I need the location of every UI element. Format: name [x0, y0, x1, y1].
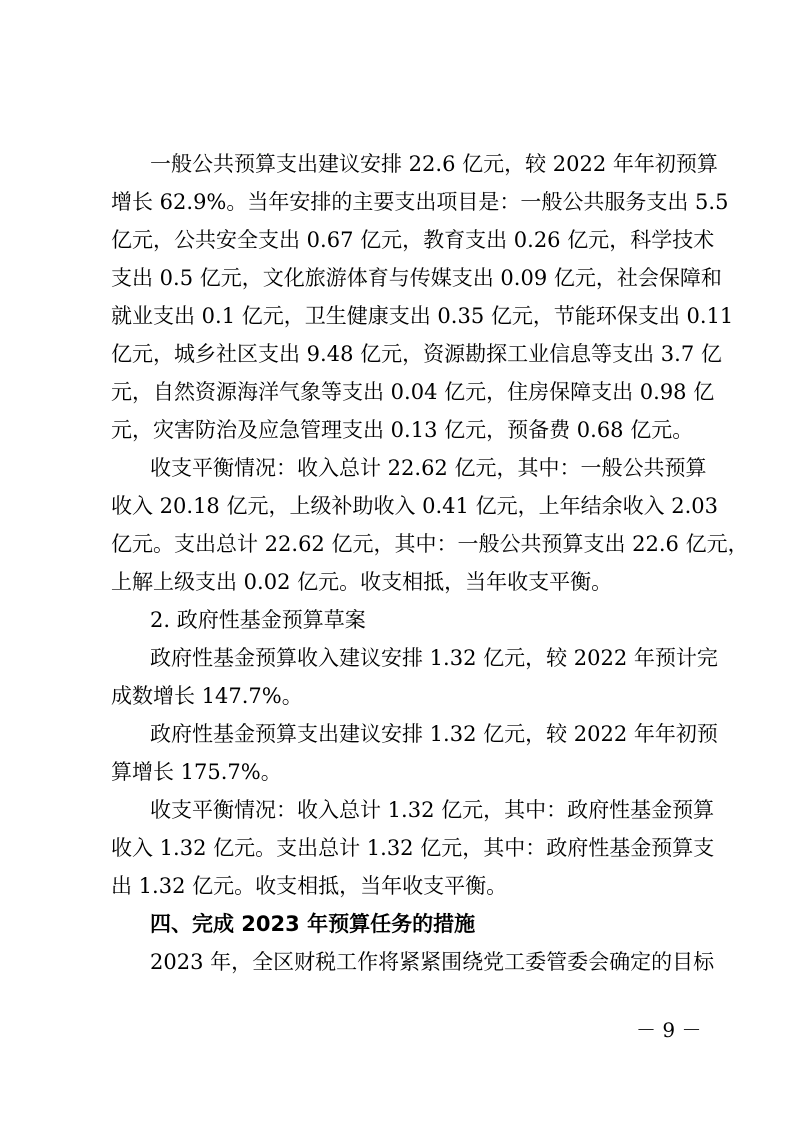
- paragraph-3-line-2: 成数增长 147.7%。: [111, 684, 303, 708]
- paragraph-1-line-6: 亿元，城乡社区支出 9.48 亿元，资源勘探工业信息等支出 3.7 亿: [111, 342, 722, 366]
- paragraph-2-line-2: 收入 20.18 亿元，上级补助收入 0.41 亿元，上年结余收入 2.03: [111, 494, 719, 518]
- paragraph-1-line-4: 支出 0.5 亿元，文化旅游体育与传媒支出 0.09 亿元，社会保障和: [111, 266, 722, 290]
- paragraph-1-line-3: 亿元，公共安全支出 0.67 亿元，教育支出 0.26 亿元，科学技术: [111, 228, 715, 252]
- section-heading: 四、完成 2023 年预算任务的措施: [150, 912, 476, 936]
- paragraph-2-line-1: 收支平衡情况：收入总计 22.62 亿元，其中：一般公共预算: [150, 456, 707, 480]
- paragraph-4-line-1: 政府性基金预算支出建议安排 1.32 亿元，较 2022 年年初预: [150, 722, 718, 746]
- paragraph-1-line-8: 元，灾害防治及应急管理支出 0.13 亿元，预备费 0.68 亿元。: [111, 418, 694, 442]
- paragraph-5-line-2: 收入 1.32 亿元。支出总计 1.32 亿元，其中：政府性基金预算支: [111, 836, 715, 860]
- page-number: － 9 －: [636, 1018, 702, 1042]
- paragraph-1-line-2: 增长 62.9%。当年安排的主要支出项目是：一般公共服务支出 5.5: [111, 190, 729, 214]
- paragraph-2-line-4: 上解上级支出 0.02 亿元。收支相抵，当年收支平衡。: [111, 570, 613, 594]
- paragraph-1-line-5: 就业支出 0.1 亿元，卫生健康支出 0.35 亿元，节能环保支出 0.11: [111, 304, 734, 328]
- paragraph-5-line-1: 收支平衡情况：收入总计 1.32 亿元，其中：政府性基金预算: [150, 798, 715, 822]
- paragraph-5-line-3: 出 1.32 亿元。收支相抵，当年收支平衡。: [111, 874, 508, 898]
- paragraph-1-line-1: 一般公共预算支出建议安排 22.6 亿元，较 2022 年年初预算: [150, 152, 718, 176]
- subsection-heading: 2. 政府性基金预算草案: [150, 608, 366, 632]
- paragraph-2-line-3: 亿元。支出总计 22.62 亿元，其中：一般公共预算支出 22.6 亿元，: [111, 532, 749, 556]
- paragraph-1-line-7: 元，自然资源海洋气象等支出 0.04 亿元，住房保障支出 0.98 亿: [111, 380, 715, 404]
- paragraph-4-line-2: 算增长 175.7%。: [111, 760, 282, 784]
- paragraph-3-line-1: 政府性基金预算收入建议安排 1.32 亿元，较 2022 年预计完: [150, 646, 718, 670]
- final-paragraph-line-1: 2023 年，全区财税工作将紧紧围绕党工委管委会确定的目标: [150, 950, 715, 974]
